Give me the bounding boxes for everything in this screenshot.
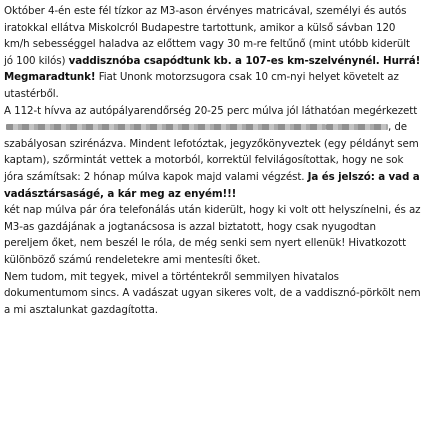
text-segment: Október 4-én este fél tízkor az M3-ason érvényes matricával, személyi és autós iratokkal ellátva Miskolcról Budapestre tartottunk, amikor a külső sávban 120 km/h sebességgel haladva az előttem vagy 30 m-re feltűnő (mint utóbb kiderült jó 100 kilós) xyxy=(4,5,410,67)
text-segment: A 112-t hívva az autópályarendőrség 20-25 perc múlva jól láthatóan megérkezett xyxy=(4,104,418,117)
article-body xyxy=(4,3,422,318)
text-segment: két nap múlva pár óra telefonálás után kiderült, hogy ki volt ott helyszínelni, és az M3-as gazdájának a jogtanácsosa is azzal biztatott, hogy csak nyugodtan pereljem őket, nem beszél le róla, de még senki sem nyert ellenük! Hivatkozott különböző számú rendeletekre ami mentesíti őket. xyxy=(4,204,421,266)
redaction-scribble xyxy=(6,124,326,130)
text-segment: , de szabályosan szirénázva. Mindent lefotóztak, jegyzőkönyveztek (egy példányt sem kaptam), szőrmintát vettek a motorból, korrektül felvilágosítottak, hogy ne sok jóra számítsak: 2 hónap múlva kapok majd valami végzést. xyxy=(4,121,419,183)
redaction-scribble xyxy=(326,124,388,130)
text-segment: Fiat Unonk motorzsugora csak 10 cm-nyi helyet követelt az utastérből. xyxy=(4,71,399,100)
bold-highlight: vaddisznóba csapódtunk kb. a 107-es km-szelvénynél. Hurrá! Megmaradtunk! xyxy=(4,54,421,84)
text-segment: Nem tudom, mit tegyek, mivel a történtekről semmilyen hivatalos dokumentumom sincs. A vadászat ugyan sikeres volt, de a vaddisznó-pörkölt nem a mi asztalunkat gazdagította. xyxy=(4,270,421,316)
paragraph-police xyxy=(4,103,422,203)
paragraph-followup xyxy=(4,202,422,268)
paragraph-conclusion xyxy=(4,269,422,319)
paragraph-collision xyxy=(4,3,422,103)
bold-highlight: Ja és jelszó: a vad a vadásztársaságé, a kár meg az enyém!!! xyxy=(4,170,420,200)
